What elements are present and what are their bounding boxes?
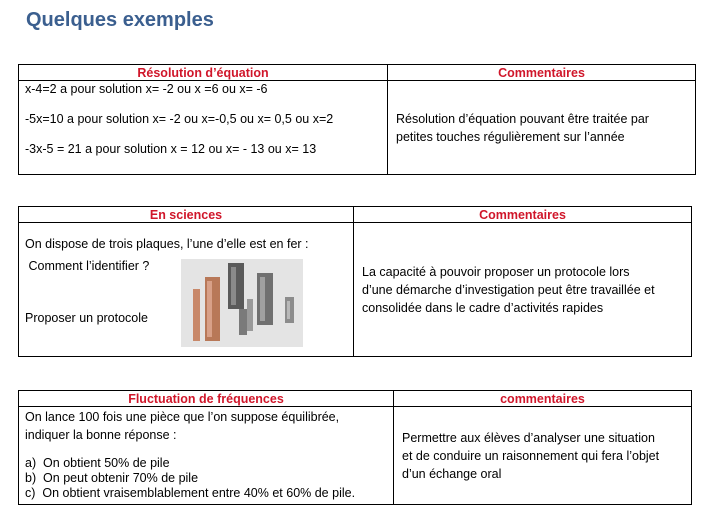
metal-plates-image: [181, 259, 303, 347]
comments-header: commentaires: [394, 391, 692, 407]
science-question: Comment l’identifier ?: [25, 259, 150, 273]
equation-cell: [19, 81, 388, 175]
answer-option: c) On obtient vraisemblablement entre 40% et 60% de pile.: [25, 486, 356, 500]
equation-table: [18, 64, 696, 175]
comment-line: consolidée dans le cadre d’activités rapides: [362, 300, 604, 315]
comment-line: Permettre aux élèves d’analyser une situation: [402, 430, 655, 445]
answer-option: b) On peut obtenir 70% de pile: [25, 471, 199, 485]
equation-comment-cell: [388, 81, 696, 175]
equation-line: -3x-5 = 21 a pour solution x = 12 ou x= - 13 ou x= 13: [25, 142, 317, 156]
science-table: [18, 206, 692, 357]
comments-header: Commentaires: [354, 207, 692, 223]
frequency-comment-cell: [394, 407, 692, 505]
frequency-line: indiquer la bonne réponse :: [25, 428, 177, 442]
science-instruction: Proposer un protocole: [25, 311, 148, 325]
comment-line: d’un échange oral: [402, 466, 502, 481]
science-comment-cell: [354, 223, 692, 357]
comment-line: d’une démarche d’investigation peut être travaillée et: [362, 282, 655, 297]
comment-line: et de conduire un raisonnement qui fera l’objet: [402, 448, 660, 463]
science-header: En sciences: [19, 207, 354, 223]
equation-line: -5x=10 a pour solution x= -2 ou x=-0,5 ou x= 0,5 ou x=2: [25, 112, 334, 126]
comments-header: Commentaires: [388, 65, 696, 81]
metal-plates-photo: [181, 259, 303, 347]
frequency-header: Fluctuation de fréquences: [19, 391, 394, 407]
frequency-line: On lance 100 fois une pièce que l’on suppose équilibrée,: [25, 410, 340, 424]
equation-line: x-4=2 a pour solution x= -2 ou x =6 ou x= -6: [25, 82, 268, 96]
comment-line: petites touches régulièrement sur l’année: [396, 129, 625, 144]
comment-line: La capacité à pouvoir proposer un protocole lors: [362, 264, 630, 279]
page-title: Quelques exemples: [26, 9, 214, 31]
frequency-table: [18, 390, 692, 505]
equation-header: Résolution d’équation: [19, 65, 388, 81]
frequency-cell: [19, 407, 394, 505]
science-cell: [19, 223, 354, 357]
comment-line: Résolution d’équation pouvant être traitée par: [396, 111, 649, 126]
science-line: On dispose de trois plaques, l’une d’elle est en fer :: [25, 237, 309, 251]
answer-option: a) On obtient 50% de pile: [25, 456, 170, 470]
